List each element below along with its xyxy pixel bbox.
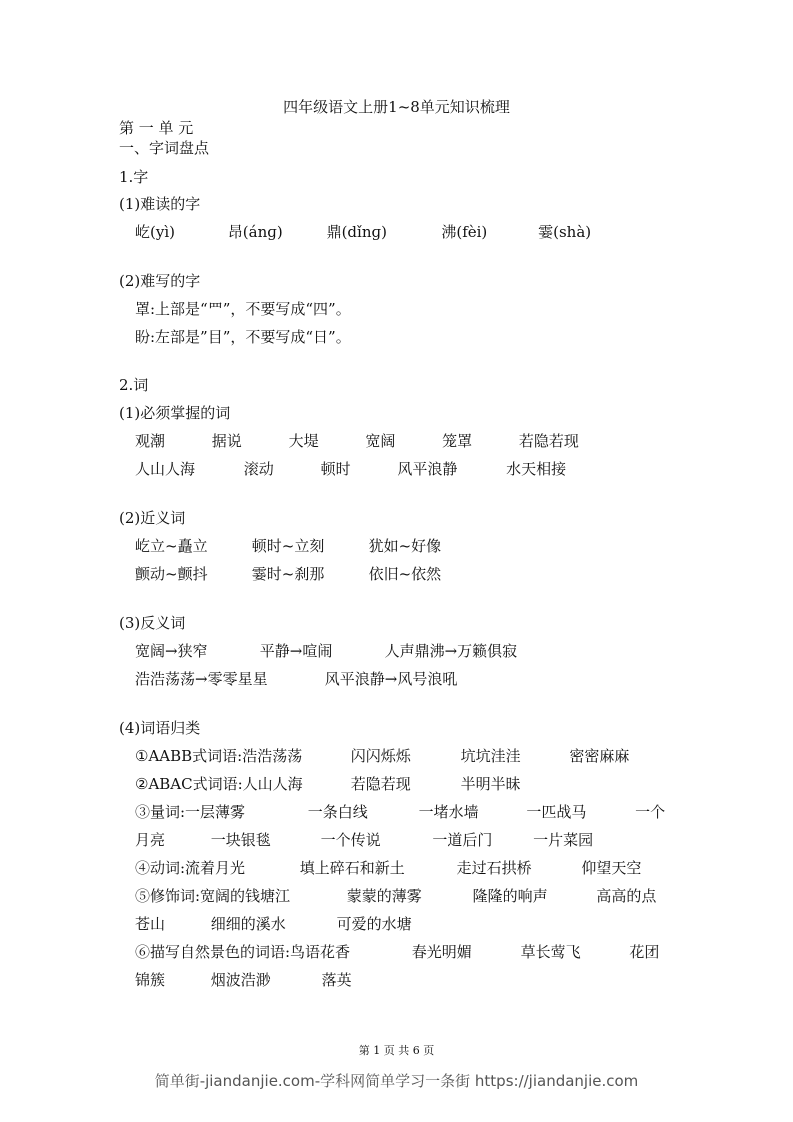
guilei-row	[135, 858, 641, 878]
word: 草长莺飞	[520, 943, 581, 961]
word: 锦簇	[135, 971, 166, 989]
word: 密密麻麻	[569, 747, 630, 765]
word: 屹立~矗立	[135, 537, 208, 555]
word: ④动词:流着月光	[135, 859, 246, 877]
word: 浩浩荡荡→零零星星	[135, 670, 268, 688]
word: 烟波浩渺	[210, 971, 271, 989]
word: 据说	[211, 432, 242, 450]
word: 风平浪静→风号浪吼	[324, 670, 458, 688]
word: 一个	[635, 803, 666, 821]
bixu-row	[135, 459, 566, 479]
word: 霎时~刹那	[251, 565, 325, 583]
word: 屹(yì)	[135, 223, 175, 241]
word: 观潮	[135, 432, 166, 450]
word: 苍山	[135, 915, 166, 933]
word: 宽阔	[365, 432, 396, 450]
word: 一堵水墙	[418, 803, 479, 821]
jinyi-row	[135, 564, 441, 584]
word: 平静→喧闹	[259, 642, 333, 660]
word: 填上碎石和新土	[299, 859, 405, 877]
word: 可爱的水塘	[336, 915, 412, 933]
nanxie-heading: (2)难写的字	[119, 272, 201, 290]
word: 高高的点	[596, 887, 657, 905]
word: 仰望天空	[581, 859, 642, 877]
unit-heading: 第 一 单 元	[119, 119, 194, 137]
document-title: 四年级语文上册1~8单元知识梳理	[283, 98, 510, 116]
subsection-ci: 2.词	[119, 376, 149, 394]
word: 顿时	[320, 460, 351, 478]
subsection-zi: 1.字	[119, 168, 149, 186]
word: 隆隆的响声	[472, 887, 548, 905]
word: 细细的溪水	[210, 915, 286, 933]
word: 昂(ánɡ)	[227, 223, 283, 241]
word: ⑥描写自然景色的词语:鸟语花香	[135, 943, 351, 961]
nanxie-item: 盼:左部是”目”，不要写成“日”。	[135, 328, 351, 346]
guilei-row	[135, 886, 656, 906]
word: 宽阔→狭窄	[135, 642, 208, 660]
word: 一片菜园	[533, 831, 594, 849]
word: 沸(fèi)	[441, 223, 488, 241]
word: 霎(shà)	[538, 223, 592, 241]
word: 笼罩	[442, 432, 473, 450]
bixu-row	[135, 431, 579, 451]
guilei-row	[135, 746, 629, 766]
word: 大堤	[288, 432, 319, 450]
site-watermark: 简单街-jiandanjie.com-学科网简单学习一条街 https://jiandanjie.com	[154, 1072, 639, 1090]
word: 依旧~依然	[368, 565, 442, 583]
nandu-row	[135, 222, 591, 242]
word: 顿时~立刻	[251, 537, 325, 555]
word: 若隐若现	[350, 775, 411, 793]
fanyi-row	[135, 641, 517, 661]
word: 半明半昧	[460, 775, 521, 793]
guilei-row	[135, 774, 521, 794]
section-heading: 一、字词盘点	[119, 139, 210, 157]
bixu-heading: (1)必须掌握的词	[119, 404, 231, 422]
word: ③量词:一层薄雾	[135, 803, 246, 821]
nanxie-item: 罩:上部是“罒”，不要写成“四”。	[135, 300, 351, 318]
word: 月亮	[135, 831, 166, 849]
word: 坑坑洼洼	[460, 747, 521, 765]
word: 水天相接	[506, 460, 567, 478]
word: 颤动~颤抖	[135, 565, 208, 583]
word: 一道后门	[432, 831, 493, 849]
guilei-row	[135, 802, 665, 822]
word: 人山人海	[135, 460, 196, 478]
word: 闪闪烁烁	[350, 747, 411, 765]
word: 滚动	[243, 460, 274, 478]
word: 人声鼎沸→万籁俱寂	[384, 642, 518, 660]
word: 蒙蒙的薄雾	[346, 887, 422, 905]
guilei-heading: (4)词语归类	[119, 719, 201, 737]
word: ⑤修饰词:宽阔的钱塘江	[135, 887, 291, 905]
guilei-row	[135, 914, 412, 934]
word: 花团	[629, 943, 660, 961]
word: 一匹战马	[526, 803, 587, 821]
word: 一个传说	[320, 831, 381, 849]
guilei-row	[135, 970, 352, 990]
fanyi-row	[135, 669, 457, 689]
word: 风平浪静	[397, 460, 458, 478]
word: 落英	[321, 971, 352, 989]
word: ②ABAC式词语:人山人海	[135, 775, 303, 793]
word: 一条白线	[307, 803, 368, 821]
jinyi-heading: (2)近义词	[119, 509, 186, 527]
word: 一块银毯	[210, 831, 271, 849]
word: ①AABB式词语:浩浩荡荡	[135, 747, 303, 765]
jinyi-row	[135, 536, 441, 556]
guilei-row	[135, 942, 659, 962]
word: 鼎(dǐnɡ)	[326, 223, 387, 241]
guilei-row	[135, 830, 593, 850]
fanyi-heading: (3)反义词	[119, 614, 186, 632]
page-number: 第 1 页 共 6 页	[358, 1044, 435, 1057]
word: 若隐若现	[518, 432, 579, 450]
word: 春光明媚	[411, 943, 472, 961]
word: 犹如~好像	[368, 537, 442, 555]
nandu-heading: (1)难读的字	[119, 195, 201, 213]
word: 走过石拱桥	[456, 859, 532, 877]
